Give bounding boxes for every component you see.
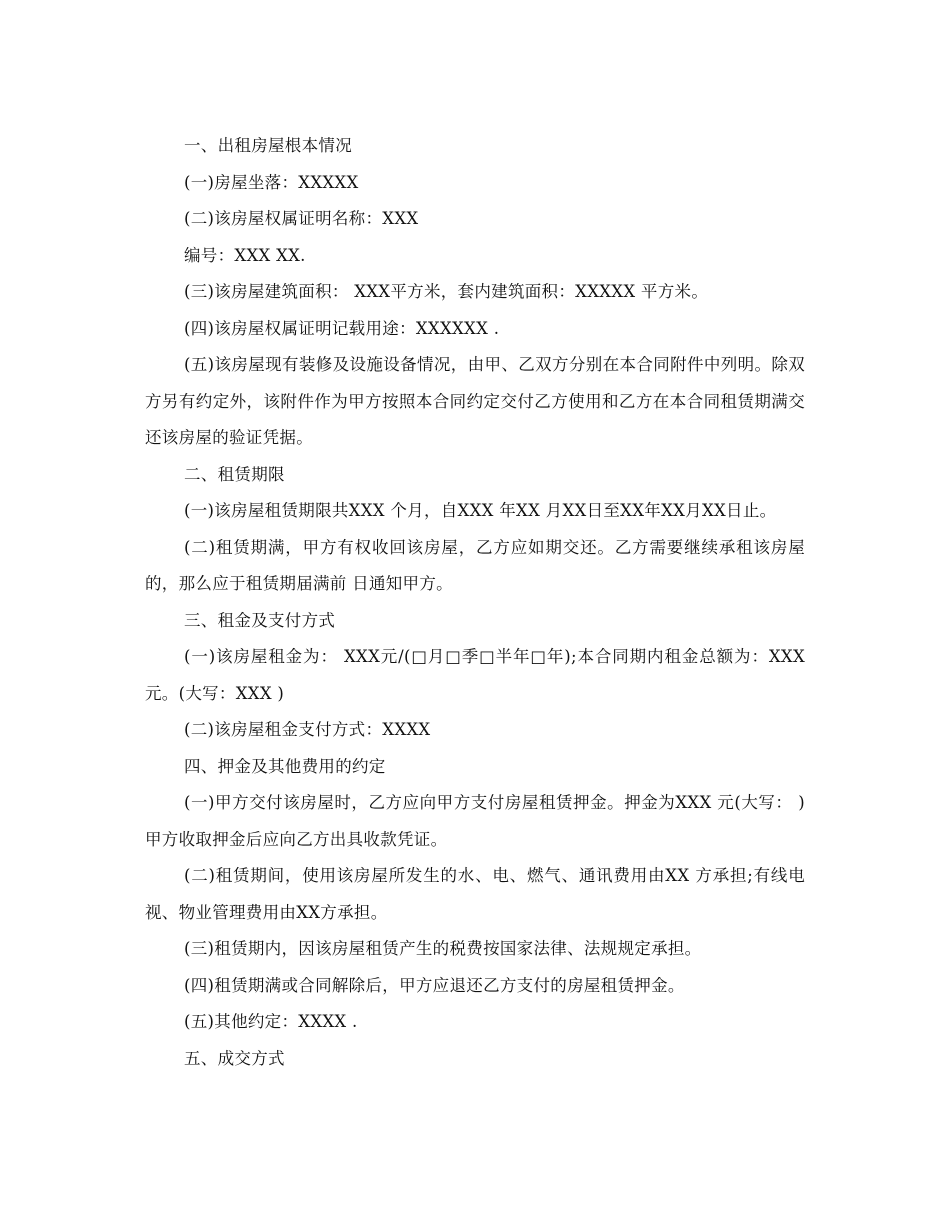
document-body — [145, 128, 805, 1077]
clause-taxes: (三)租赁期内，因该房屋租赁产生的税费按国家法律、法规规定承担。 — [184, 939, 702, 958]
clause-decoration-facilities: (五)该房屋现有装修及设施设备情况，由甲、乙双方分别在本合同附件中列明。除双方另有约定外，该附件作为甲方按照本合同约定交付乙方使用和乙方在本合同租赁期满交还该房屋的验证凭据。 — [145, 355, 805, 447]
section-heading-4: 四、押金及其他费用的约定 — [184, 756, 386, 776]
clause-rent-payment: (二)该房屋租金支付方式：XXXX — [184, 720, 431, 739]
clause-usage: (四)该房屋权属证明记载用途：XXXXXX . — [184, 318, 500, 338]
clause-other: (五)其他约定：XXXX . — [184, 1012, 358, 1031]
clause-lease-expiry: (二)租赁期满，甲方有权收回该房屋，乙方应如期交还。乙方需要继续承租该房屋的，那么应于租赁期届满前 日通知甲方。 — [145, 537, 805, 593]
section-heading-5: 五、成交方式 — [184, 1048, 285, 1068]
clause-deposit-refund: (四)租赁期满或合同解除后，甲方应退还乙方支付的房屋租赁押金。 — [184, 975, 685, 995]
clause-location: (一)房屋坐落：XXXXX — [184, 172, 359, 192]
clause-rent-amount: (一)该房屋租金为： XXX元/(□月□季□半年□年);本合同期内租金总额为：XXX元。(大写：XXX ) — [145, 647, 805, 703]
section-heading-3: 三、租金及支付方式 — [184, 610, 336, 630]
clause-lease-term: (一)该房屋租赁期限共XXX 个月，自XXX 年XX 月XX日至XX年XX月XX日止。 — [184, 501, 777, 520]
clause-certificate-number: 编号：XXX XX. — [184, 245, 306, 265]
clause-certificate-name: (二)该房屋权属证明名称：XXX — [184, 209, 419, 228]
clause-deposit: (一)甲方交付该房屋时，乙方应向甲方支付房屋租赁押金。押金为XXX 元(大写： )甲方收取押金后应向乙方出具收款凭证。 — [145, 793, 805, 849]
section-heading-1: 一、出租房屋根本情况 — [184, 136, 352, 155]
clause-utilities: (二)租赁期间，使用该房屋所发生的水、电、燃气、通讯费用由XX 方承担;有线电视、物业管理费用由XX方承担。 — [145, 866, 805, 922]
clause-building-area: (三)该房屋建筑面积： XXX平方米，套内建筑面积：XXXXX 平方米。 — [184, 282, 709, 301]
section-heading-2: 二、租赁期限 — [184, 464, 285, 484]
